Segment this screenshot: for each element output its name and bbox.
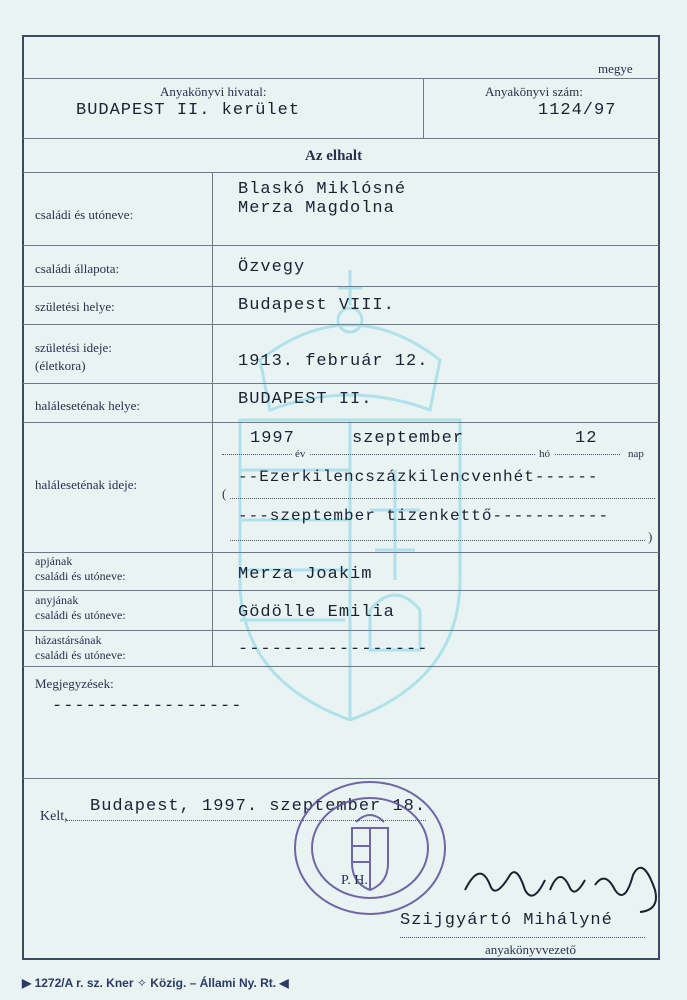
office-label: Anyakönyvi hivatal: (160, 84, 267, 99)
date-line (230, 498, 655, 499)
person-icon: ✧ (136, 976, 147, 990)
divider (23, 552, 659, 553)
divider (23, 138, 659, 139)
father-label: apjának (35, 554, 73, 568)
deathplace-label: haláleseténak helye: (35, 398, 141, 413)
nap-label: nap (628, 448, 644, 460)
registrar-name: Szijgyártó Mihályné (400, 911, 613, 930)
official-stamp (290, 778, 450, 918)
divider (23, 286, 659, 287)
divider (423, 78, 424, 138)
triangle-right-icon: ▶ (22, 976, 32, 990)
status-value: Özvegy (238, 258, 306, 277)
date-line (310, 454, 535, 455)
date-line (222, 454, 292, 455)
birthdate-label: születési ideje: (35, 340, 112, 355)
spouse-label: házastársának (35, 633, 102, 647)
open-paren: ( (222, 486, 227, 501)
spouse-value: ----------------- (238, 640, 429, 659)
father-sublabel: családi és utóneve: (35, 569, 126, 583)
print-code: 1272/A r. sz. Kner (34, 976, 134, 990)
signature (455, 850, 670, 920)
registrar-title: anyakönyvvezető (485, 942, 576, 957)
divider (23, 324, 659, 325)
date-line (555, 454, 620, 455)
divider (23, 590, 659, 591)
triangle-left-icon: ◀ (279, 976, 289, 990)
mother-value: Gödölle Emilia (238, 603, 395, 622)
divider (23, 666, 659, 667)
column-divider (212, 172, 213, 666)
spouse-sublabel: családi és utóneve: (35, 648, 126, 662)
divider (23, 630, 659, 631)
number-value: 1124/97 (538, 101, 617, 120)
print-rest: Közig. – Állami Ny. Rt. (150, 976, 277, 990)
office-value: BUDAPEST II. kerület (76, 101, 301, 120)
death-date-words-line2: ---szeptember tizenkettő----------- (238, 507, 610, 525)
deathdate-label: haláleseténak ideje: (35, 477, 138, 492)
birthdate-value: 1913. február 12. (238, 352, 429, 371)
death-month: szeptember (352, 429, 465, 448)
mother-label: anyjának (35, 593, 79, 607)
kelt-value: Budapest, 1997. szeptember 18. (90, 797, 427, 816)
section-title: Az elhalt (305, 148, 363, 164)
close-paren: ) (648, 529, 653, 544)
ev-label: év (295, 448, 306, 460)
birthdate-sublabel: (életkora) (35, 358, 86, 373)
divider (23, 78, 659, 79)
father-value: Merza Joakim (238, 565, 373, 584)
ph-label: P. H. (341, 873, 368, 888)
divider (23, 245, 659, 246)
birthplace-label: születési helye: (35, 299, 115, 314)
divider (23, 422, 659, 423)
divider (23, 383, 659, 384)
death-year: 1997 (250, 429, 295, 448)
number-label: Anyakönyvi szám: (485, 84, 583, 99)
death-date-words-line1: --Ezerkilencszázkilencvenhét------ (238, 468, 599, 486)
date-line (230, 540, 645, 541)
divider (23, 172, 659, 173)
kelt-label: Kelt, (40, 809, 68, 824)
remarks-label: Megjegyzések: (35, 676, 114, 691)
name-label: családi és utóneve: (35, 207, 134, 222)
name-line1: Blaskó Miklósné (238, 180, 407, 199)
birthplace-value: Budapest VIII. (238, 296, 395, 315)
deathplace-value: BUDAPEST II. (238, 390, 373, 409)
print-footer (22, 976, 289, 990)
mother-sublabel: családi és utóneve: (35, 608, 126, 622)
registrar-line (400, 937, 645, 938)
ho-label: hó (539, 448, 550, 460)
death-day: 12 (575, 429, 598, 448)
status-label: családi állapota: (35, 261, 120, 276)
megye-label: megye (598, 61, 633, 76)
remarks-value: ----------------- (52, 697, 243, 716)
name-line2: Merza Magdolna (238, 199, 395, 218)
